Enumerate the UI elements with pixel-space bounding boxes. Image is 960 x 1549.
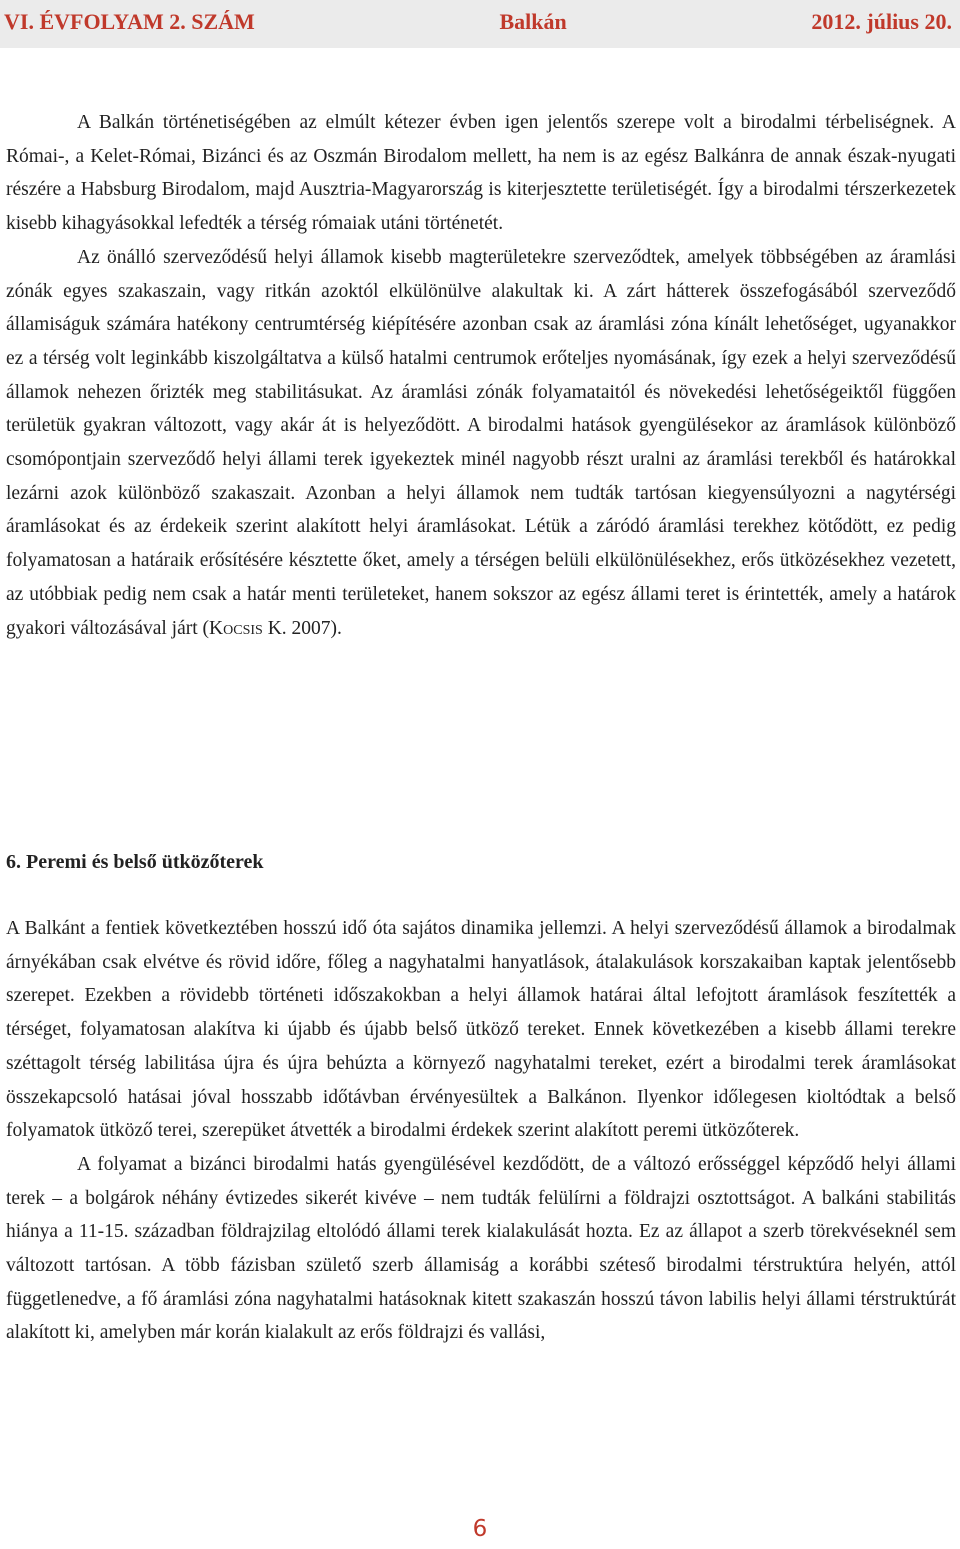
paragraph-3: A Balkánt a fentiek következtében hosszú idő óta sajátos dinamika jellemzi. A helyi szerveződésű államok a birodalmak árnyékában csak elvétve és rövid időre, főleg a nagyhatalmi hanyatlások, átalakulások korszakaiban kaptak jelentősebb szerepet. Ezekben a rövidebb történeti időszakokban a helyi államok határai által lefojtott áramlások feszítették a térséget, folyamatosan alakítva ki újabb és újabb belső ütköző tereket. Ennek következében a kisebb állami terekre széttagolt térség labilitása újra és újra behúzta a környező nagyhatalmi tereket, ezért a birodalmi terek áramlásokat összekapcsoló hatásai jóval hosszabb időtávban érvényesültek a Balkánon. Ilyenkor időlegesen kioltódtak a belső folyamatok ütköző terei, szerepüket átvették a birodalmi érdekek szerint alakított peremi ütközőterek.	[6, 918, 956, 1142]
paragraph-4: A folyamat a bizánci birodalmi hatás gyengülésével kezdődött, de a változó erősséggel képződő helyi állami terek – a bolgárok néhány évtizedes sikerét kivéve – nem tudták felülírni a földrajzi osztottságot. A balkáni stabilitás hiánya a 11-15. században földrajzilag eltolódó állami terek kialakulását hozta. Ez az állapot a szerb törekvéseknél sem változott tartósan. A több fázisban születő szerb államiság a korábbi széteső birodalmi térstruktúra helyén, attól függetlenedve, a fő áramlási zóna nagyhatalmi hatásoknak kitett szakaszán hosszú távon labilis helyi állami térstruktúrát alakított ki, amelyben már korán kialakult az erős földrajzi és vallási,	[6, 1153, 956, 1344]
header-volume: VI. ÉVFOLYAM 2. SZÁM	[4, 9, 255, 34]
section-heading: 6. Peremi és belső ütközőterek	[6, 851, 264, 873]
paragraph-1: A Balkán történetiségében az elmúlt kétezer évben igen jelentős szerepe volt a birodalmi térbeliségnek. A Római-, a Kelet-Római, Bizánci és az Oszmán Birodalom mellett, ha nem is az egész Balkánra de annak észak-nyugati részére a Habsburg Birodalom, majd Ausztria-Magyarország is kiterjesztette területiségét. Így a birodalmi térszerkezetek kisebb kihagyásokkal lefedték a térség rómaiak utáni történetét.	[6, 112, 956, 235]
paragraph-2-text: Az önálló szerveződésű helyi államok kisebb magterületekre szerveződtek, amelyek többségében az áramlási zónák egyes szakaszain, vagy ritkán azoktól elkülönülve alakultak ki. A zárt hátterek összefogásából szerveződő államiságuk számára hatékony centrumtérség kiépítésére azonban csak az áramlási zóna kínált lehetőséget, ugyanakkor ez a térség volt leginkább kiszolgáltatva a külső hatalmi centrumok erőteljes nyomásának, így ezek a helyi szerveződésű államok nehezen őrizték meg stabilitásukat. Az áramlási zónák folyamataitól és növekedési lehetőségeiktől függően területük gyakran változott, vagy akár át is helyeződött. A birodalmi hatások gyengülésekor az áramlások különböző csomópontjain szerveződő helyi állami terek igyekeztek minél nagyobb részt uralni az áramlási terekből és határokkal lezárni azok különböző szakaszait. Azonban a helyi államok nem tudták tartósan kiegyensúlyozni a nagytérségi áramlásokat és az érdekeik szerint alakított helyi áramlásokat. Létük a záródó áramlási terekhez kötődött, ez pedig folyamatosan a határaik erősítésére késztette őket, amely a térségen belüli elkülönülésekhez, erős ütközésekhez vezetett, az utóbbiak pedig nem csak a határ menti területeket, hanem sokszor az egész állami teret is érintették, amely a határok gyakori változásával járt (	[6, 246, 956, 639]
header-date: 2012. július 20.	[811, 9, 952, 34]
citation-year: K. 2007).	[262, 617, 342, 639]
paragraph-2	[6, 241, 956, 645]
section-2-body	[6, 912, 956, 1350]
section-1-body	[6, 106, 956, 645]
header-journal: Balkán	[499, 9, 567, 34]
page-number: 6	[472, 1516, 488, 1542]
citation-author-rest: ocsis	[223, 617, 263, 639]
citation-author-initial: K	[209, 617, 224, 639]
page-header	[0, 0, 960, 48]
